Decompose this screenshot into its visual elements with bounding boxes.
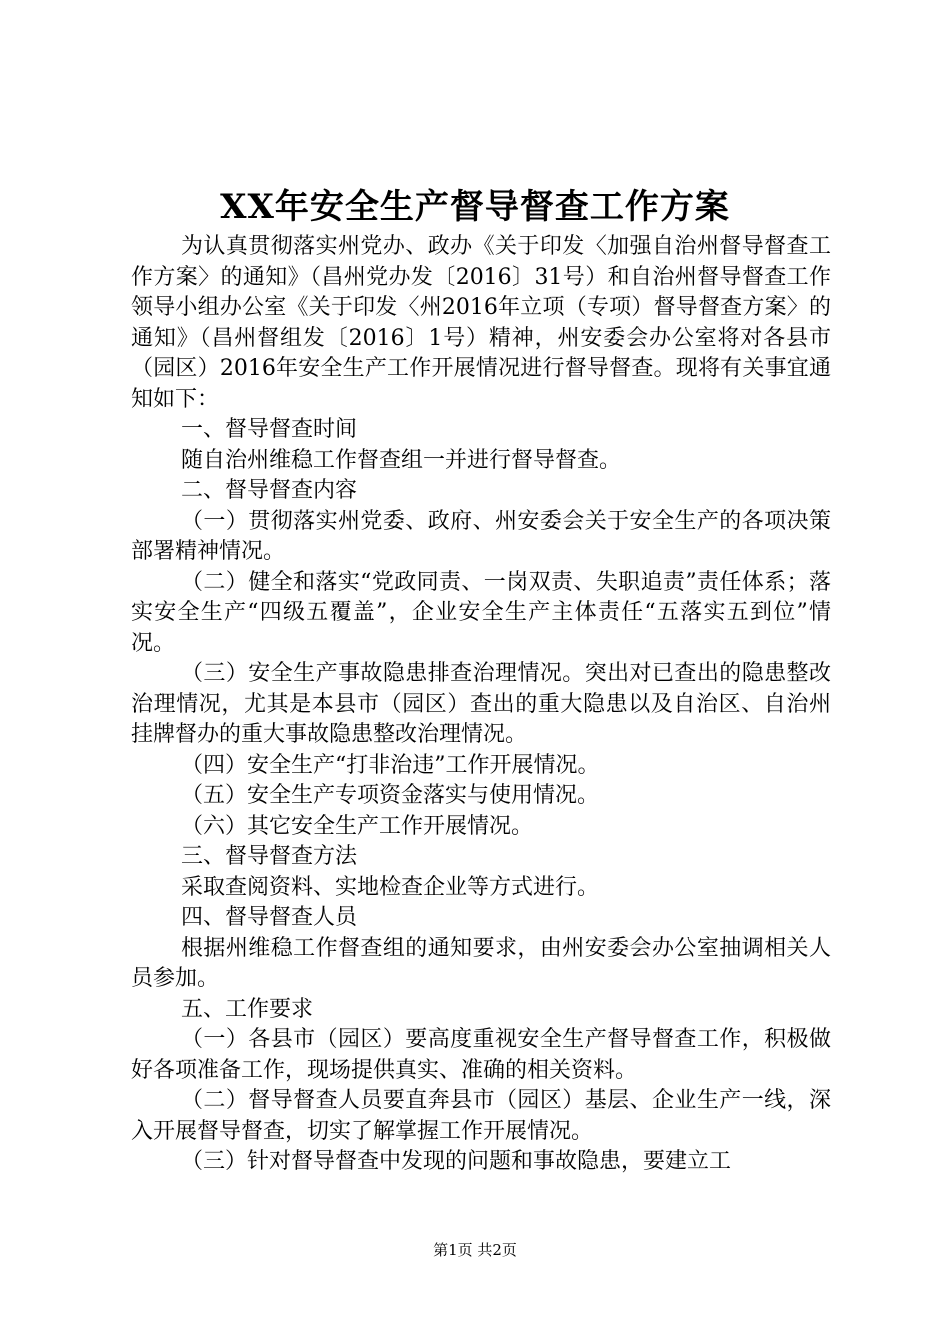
list-item: （六）其它安全生产工作开展情况。 (181, 813, 534, 839)
list-item: （二）健全和落实“党政同责、一岗双责、失职追责”责任体系；落实安全生产“四级五覆盖”，企业安全生产主体责任“五落实五到位”情况。 (131, 569, 831, 656)
list-item: （三）安全生产事故隐患排查治理情况。突出对已查出的隐患整改治理情况，尤其是本县市（园区）查出的重大隐患以及自治区、自治州挂牌督办的重大事故隐患整改治理情况。 (131, 661, 831, 747)
section-heading-requirements: 五、工作要求 (181, 996, 314, 1022)
section-heading-method: 三、督导督查方法 (181, 844, 358, 869)
list-item: （五）安全生产专项资金落实与使用情况。 (181, 783, 600, 808)
list-item: （一）各县市（园区）要高度重视安全生产督导督查工作，积极做好各项准备工作，现场提供真实、准确的相关资料。 (131, 1027, 831, 1083)
list-item: （一）贯彻落实州党委、政府、州安委会关于安全生产的各项决策部署精神情况。 (131, 508, 831, 564)
paragraph: 根据州维稳工作督查组的通知要求，由州安委会办公室抽调相关人员参加。 (131, 935, 831, 991)
page-footer: 第1页 共2页 (433, 1241, 517, 1259)
paragraph: 随自治州维稳工作督查组一并进行督导督查。 (181, 447, 622, 473)
document-title: XX年安全生产督导督查工作方案 (220, 187, 730, 227)
list-item: （三）针对督导督查中发现的问题和事故隐患，要建立工 (181, 1149, 732, 1174)
section-heading-personnel: 四、督导督查人员 (181, 905, 358, 930)
section-heading-time: 一、督导督查时间 (181, 417, 358, 442)
document-body (131, 232, 831, 1178)
list-item: （二）督导督查人员要直奔县市（园区）基层、企业生产一线，深入开展督导督查，切实了解掌握工作开展情况。 (131, 1088, 831, 1144)
list-item: （四）安全生产“打非治违”工作开展情况。 (181, 752, 600, 778)
paragraph: 采取查阅资料、实地检查企业等方式进行。 (181, 874, 600, 900)
section-heading-content: 二、督导督查内容 (181, 478, 358, 503)
intro-paragraph: 为认真贯彻落实州党办、政办《关于印发〈加强自治州督导督查工作方案〉的通知》（昌州党办发〔2016〕31号）和自治州督导督查工作领导小组办公室《关于印发〈州2016年立项（专项）督导督查方案〉的通知》（昌州督组发〔2016〕1号）精神，州安委会办公室将对各县市（园区）2016年安全生产工作开展情况进行督导督查。现将有关事宜通知如下： (131, 234, 831, 412)
